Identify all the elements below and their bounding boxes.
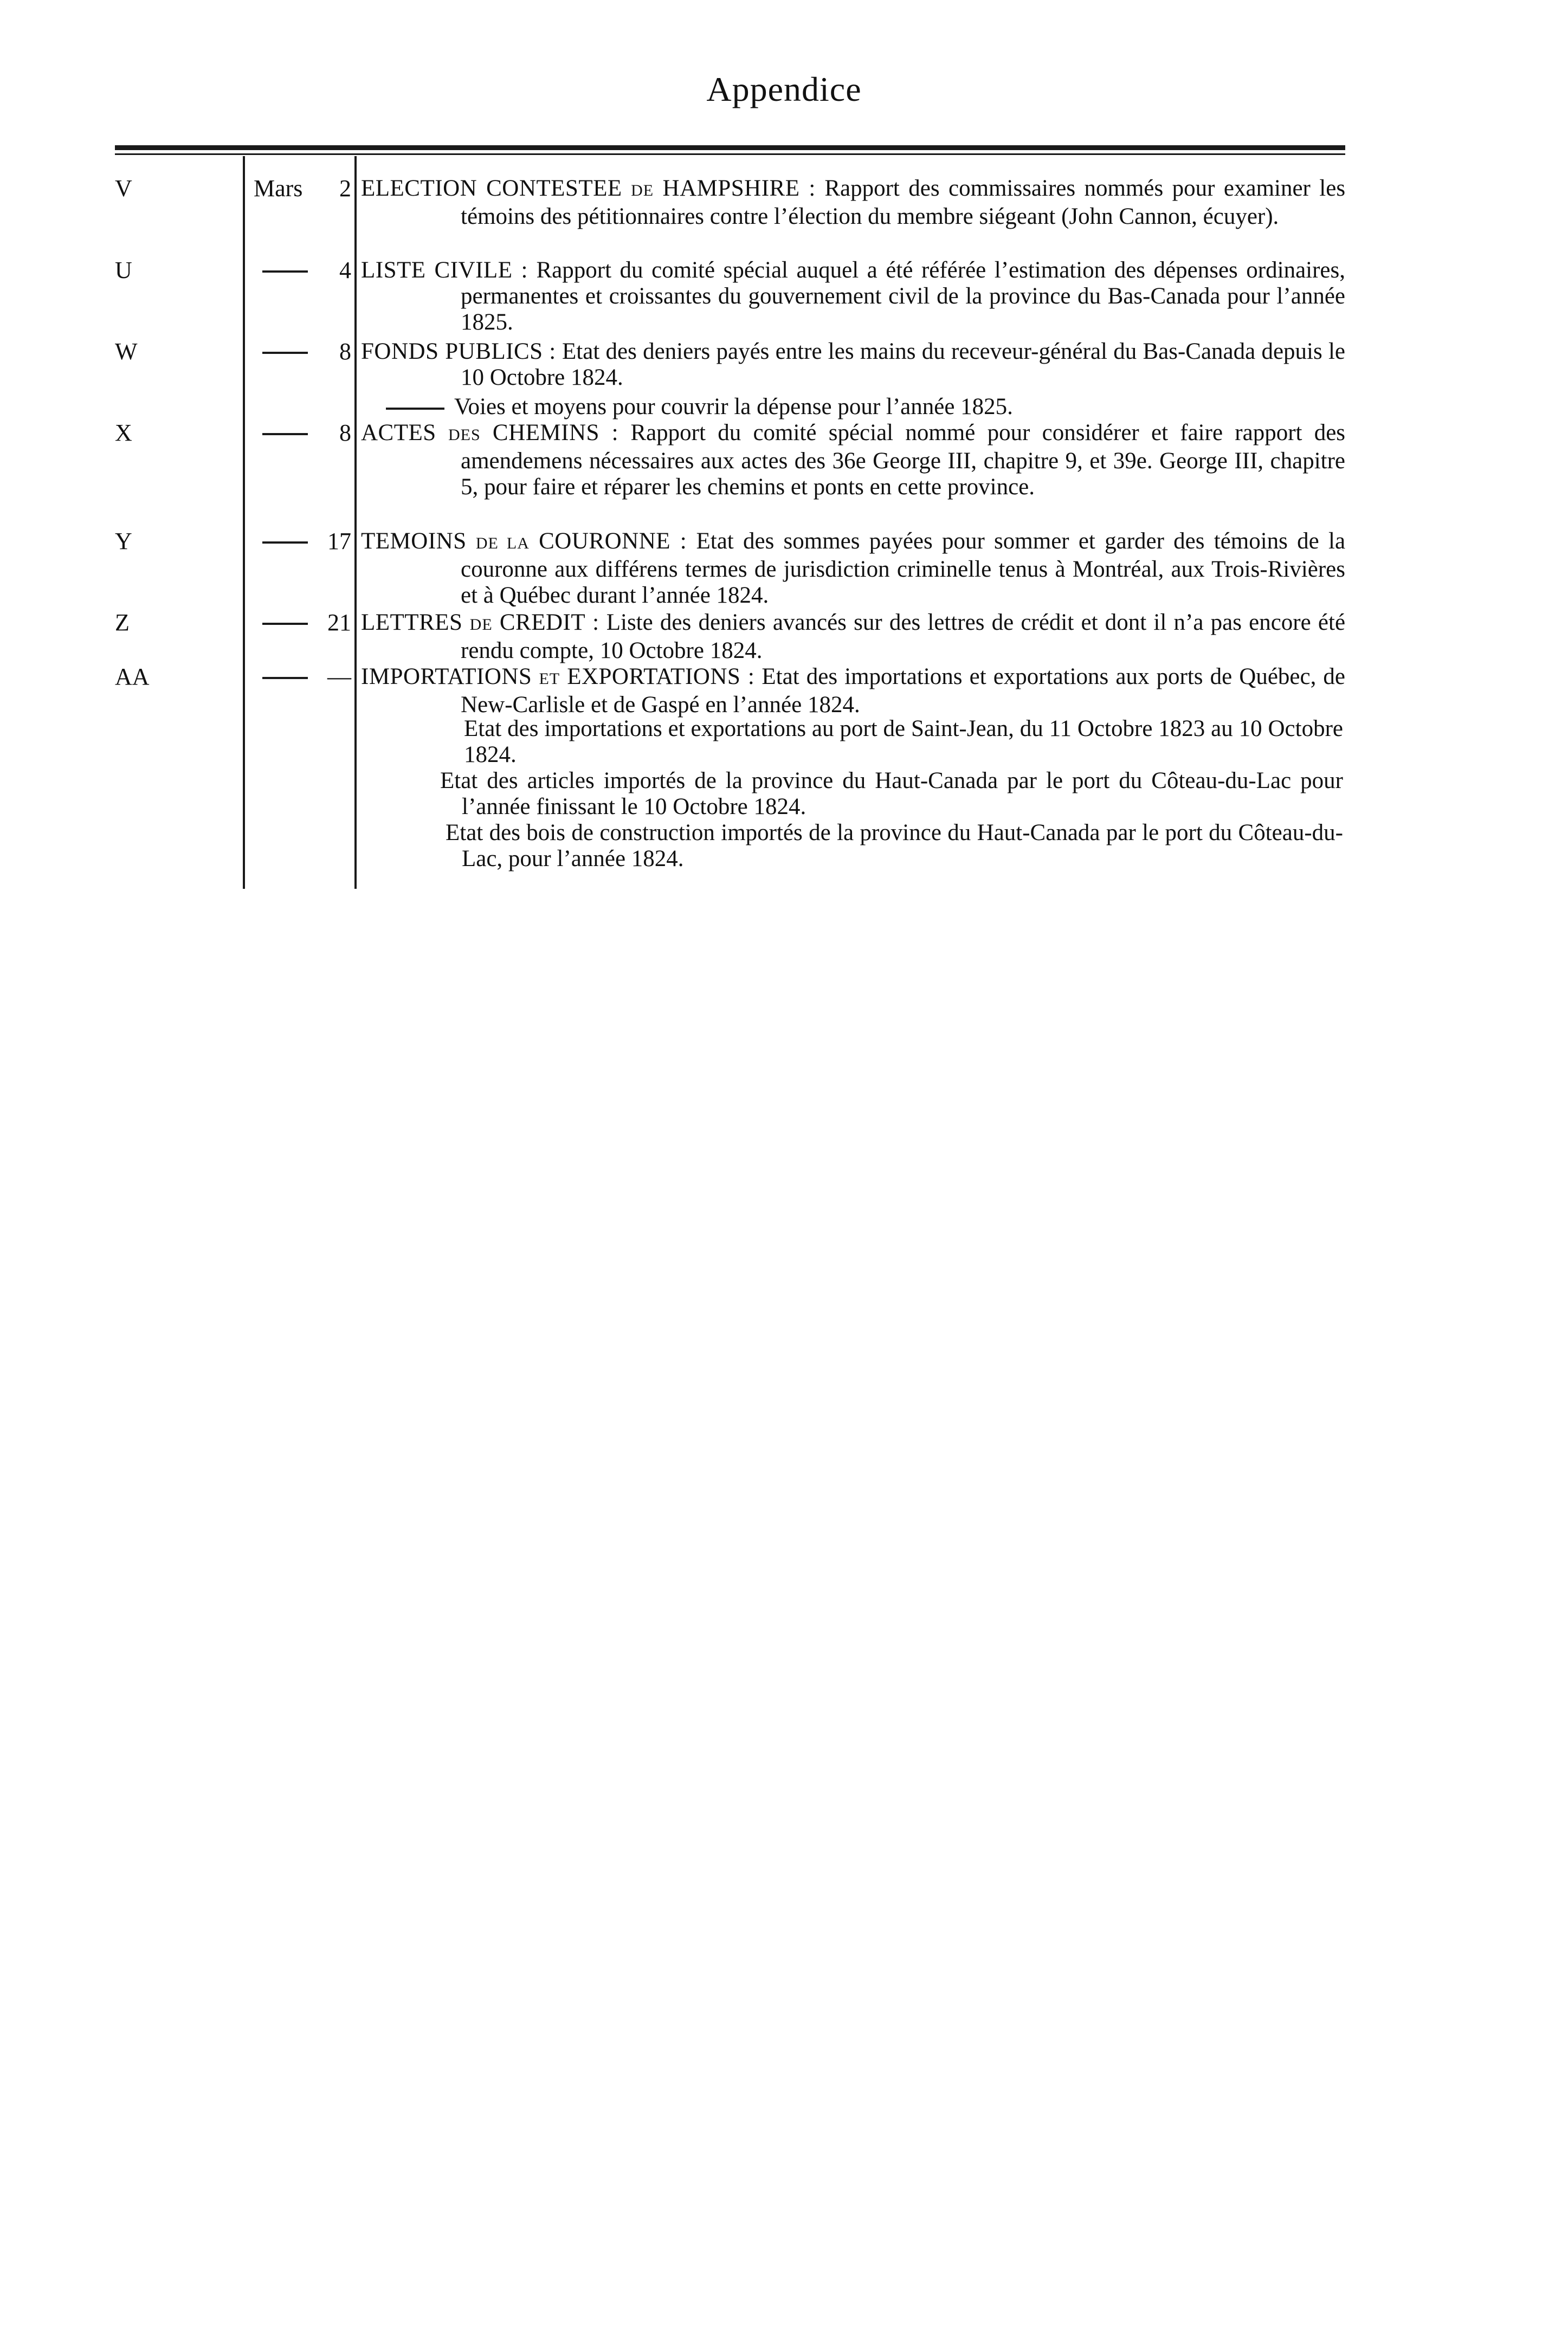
ditto-dash bbox=[262, 433, 308, 435]
ditto-dash bbox=[262, 677, 308, 679]
entry-letter: X bbox=[115, 419, 132, 446]
entry-text bbox=[361, 257, 1345, 335]
entry-text bbox=[361, 664, 1345, 718]
entry-u bbox=[0, 257, 1568, 339]
entry-heading: ACTES bbox=[361, 420, 436, 445]
entry-text bbox=[361, 176, 1345, 230]
entry-heading-small: DE LA bbox=[475, 534, 530, 552]
entry-sub-text: Etat des importations et exportations au port de Saint-Jean, du 11 Octobre 1823 au 10 Octobre 1824. bbox=[464, 716, 1343, 767]
entry-heading-rest: CHEMINS : bbox=[492, 420, 619, 445]
entry-heading-rest: CREDIT : bbox=[499, 610, 599, 635]
entry-letter: V bbox=[115, 175, 132, 202]
entry-description: Rapport du comité spécial nommé pour considérer et faire rapport des amendemens nécessaires aux actes des 36e George III, chapitre 9, et 39e. George III, chapitre 5, pour faire et réparer les chemins et ponts en cette province. bbox=[461, 420, 1346, 500]
ditto-dash bbox=[262, 352, 308, 354]
entry-description: Etat des deniers payés entre les mains du receveur-général du Bas-Canada depuis le 10 Octobre 1824. bbox=[461, 339, 1346, 390]
header-rule bbox=[115, 145, 1345, 150]
entry-heading: IMPORTATIONS bbox=[361, 664, 532, 689]
entry-heading: TEMOINS bbox=[361, 528, 467, 554]
entry-sub-item bbox=[440, 768, 1343, 820]
header-rule-thin bbox=[115, 153, 1345, 155]
entry-day: 4 bbox=[339, 257, 351, 283]
entry-letter: Z bbox=[115, 609, 130, 636]
ditto-dash bbox=[262, 623, 308, 625]
entry-description: Rapport du comité spécial auquel a été référée l’estimation des dépenses ordinaires, permanentes et croissantes du gouvernement civil de la province du Bas-Canada pour l’année 1825. bbox=[461, 257, 1345, 335]
ditto-dash bbox=[262, 270, 308, 273]
entry-v bbox=[0, 176, 1568, 257]
entry-heading: ELECTION CONTESTEE bbox=[361, 176, 622, 201]
entry-heading-small: DE bbox=[469, 616, 493, 634]
entry-letter: AA bbox=[115, 663, 150, 690]
entry-sub-text: Voies et moyens pour couvrir la dépense pour l’année 1825. bbox=[454, 394, 1013, 419]
entry-letter: U bbox=[115, 257, 132, 283]
entry-heading-rest: HAMPSHIRE : bbox=[662, 176, 816, 201]
entry-day: 17 bbox=[327, 528, 351, 554]
entry-day: — bbox=[327, 663, 351, 690]
entry-z bbox=[0, 610, 1568, 664]
entry-text bbox=[361, 610, 1345, 664]
entry-sub-item bbox=[386, 394, 1340, 420]
entry-sub-item bbox=[446, 820, 1343, 872]
ditto-dash bbox=[386, 408, 444, 410]
entry-heading: LETTRES bbox=[361, 610, 463, 635]
entry-text bbox=[361, 528, 1345, 609]
entry-description: Etat des importations et exportations aux ports de Québec, de New-Carlisle et de Gaspé en l’année 1824. bbox=[461, 664, 1346, 718]
entry-sub-text: Etat des articles importés de la province du Haut-Canada par le port du Côteau-du-Lac pour l’année finissant le 10 Octobre 1824. bbox=[440, 768, 1343, 819]
entry-day: 8 bbox=[339, 338, 351, 365]
entry-heading-small: ET bbox=[539, 670, 560, 688]
entry-text bbox=[361, 339, 1345, 391]
entry-letter: W bbox=[115, 338, 138, 365]
entry-day: 2 bbox=[339, 175, 351, 202]
entry-description: Rapport des commissaires nommés pour examiner les témoins des pétitionnaires contre l’élection du membre siégeant (John Cannon, écuyer). bbox=[461, 176, 1346, 229]
entry-x bbox=[0, 420, 1568, 528]
entry-heading-rest: COURONNE : bbox=[539, 528, 687, 554]
entry-text bbox=[361, 420, 1345, 500]
entry-w bbox=[0, 339, 1568, 420]
page-title: Appendice bbox=[706, 70, 862, 108]
entry-heading: LISTE CIVILE : bbox=[361, 257, 528, 283]
entry-y bbox=[0, 528, 1568, 610]
ditto-dash bbox=[262, 541, 308, 544]
entry-day: 8 bbox=[339, 419, 351, 446]
entry-description: Etat des sommes payées pour sommer et garder des témoins de la couronne aux différens termes de jurisdiction criminelle tenus à Montréal, aux Trois-Rivières et à Québec durant l’année 1824. bbox=[461, 528, 1346, 608]
entry-sub-item bbox=[449, 716, 1343, 768]
entry-aa bbox=[0, 664, 1568, 892]
entry-heading-small: DES bbox=[448, 426, 481, 444]
entry-heading-small: DE bbox=[631, 182, 654, 199]
entry-heading-rest: EXPORTATIONS : bbox=[567, 664, 755, 689]
entry-heading: FONDS PUBLICS : bbox=[361, 339, 556, 364]
entry-letter: Y bbox=[115, 528, 132, 554]
entry-sub-text: Etat des bois de construction importés de la province du Haut-Canada par le port du Côteau-du-Lac, pour l’année 1824. bbox=[446, 820, 1343, 871]
entry-description: Liste des deniers avancés sur des lettres de crédit et dont il n’a pas encore été rendu compte, 10 Octobre 1824. bbox=[461, 610, 1346, 663]
entry-month: Mars bbox=[254, 175, 303, 202]
entry-day: 21 bbox=[327, 609, 351, 636]
